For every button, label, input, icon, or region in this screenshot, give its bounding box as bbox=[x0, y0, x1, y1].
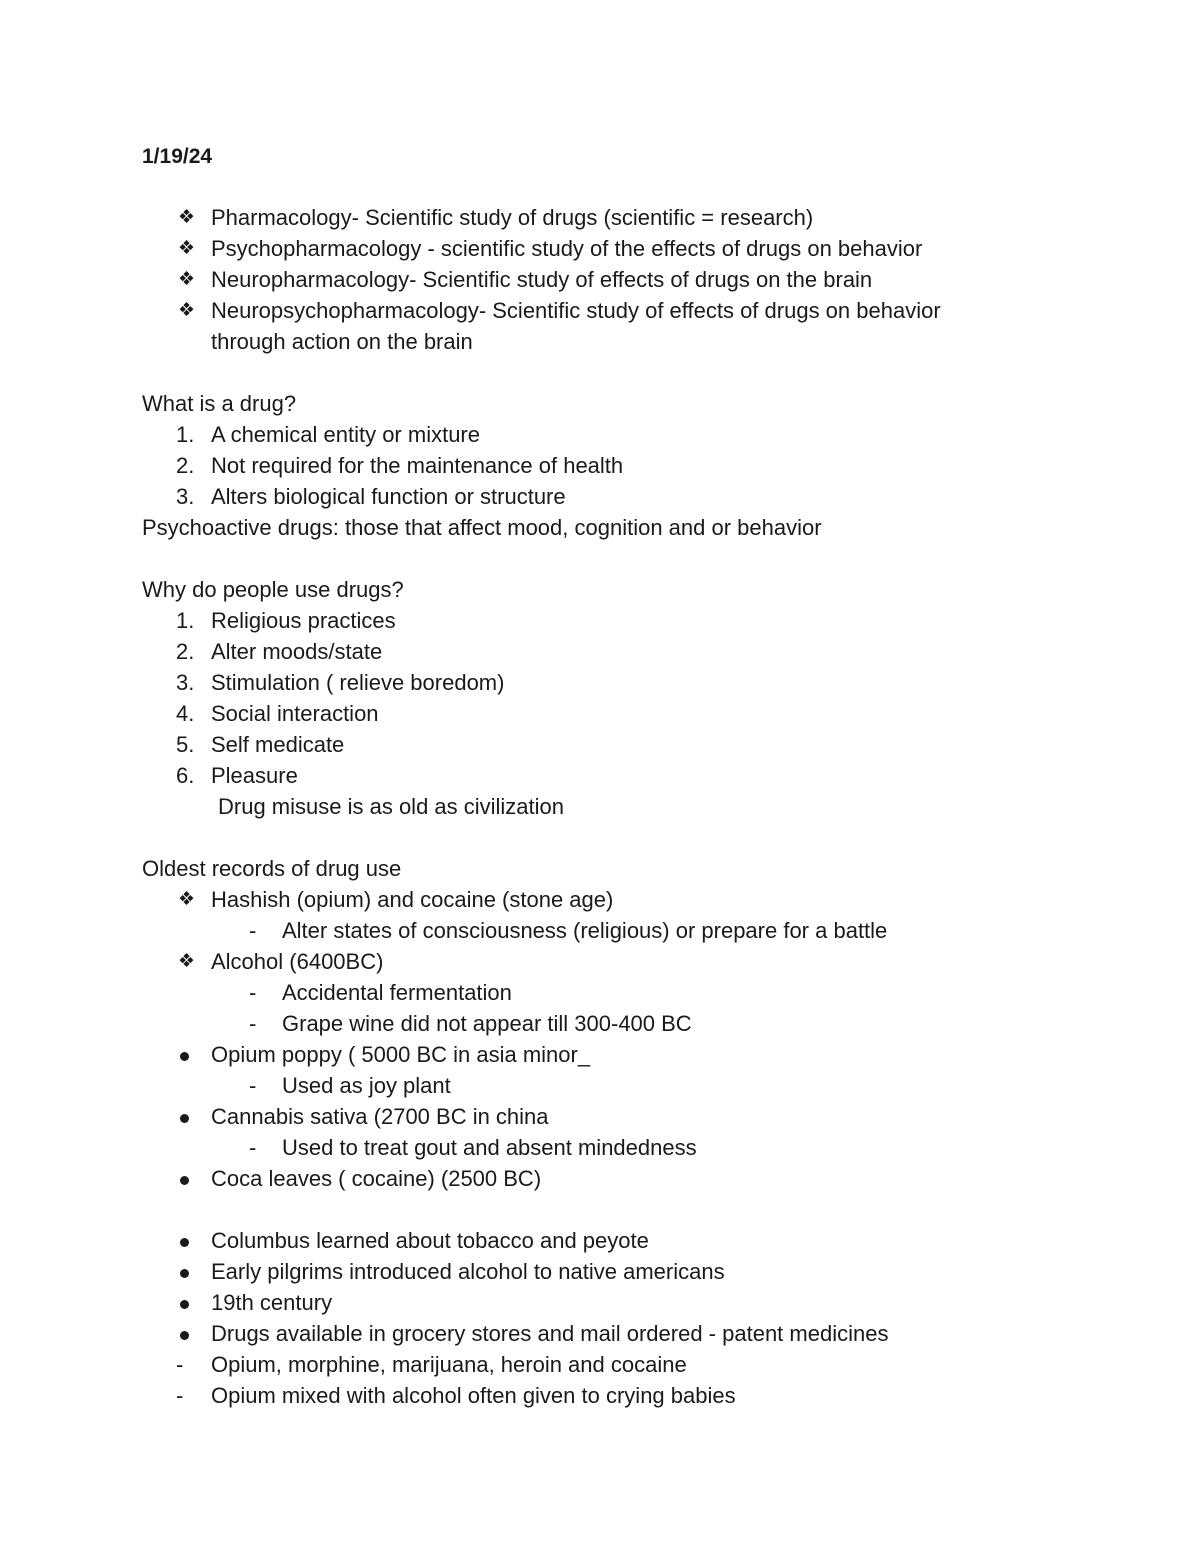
list-item: Drugs available in grocery stores and mail ordered - patent medicines bbox=[211, 1321, 889, 1346]
list-item: Cannabis sativa (2700 BC in china bbox=[211, 1104, 549, 1129]
list-number: 2. bbox=[176, 639, 195, 664]
list-item: Stimulation ( relieve boredom) bbox=[211, 670, 505, 695]
list-item: Alcohol (6400BC) bbox=[211, 949, 384, 974]
dash-bullet-icon: - bbox=[249, 1011, 257, 1036]
diamond-bullet-icon: ❖ bbox=[178, 269, 196, 290]
dot-bullet-icon bbox=[180, 1176, 189, 1185]
sub-list-item: Accidental fermentation bbox=[282, 980, 512, 1005]
dash-bullet-icon: - bbox=[249, 1135, 257, 1160]
dot-bullet-icon bbox=[180, 1269, 189, 1278]
list-item: Pleasure bbox=[211, 763, 298, 788]
dash-bullet-icon: - bbox=[249, 918, 257, 943]
list-number: 2. bbox=[176, 453, 195, 478]
diamond-bullet-icon: ❖ bbox=[178, 207, 196, 228]
sub-list-item: Alter states of consciousness (religious) or prepare for a battle bbox=[282, 918, 888, 943]
list-item: Opium mixed with alcohol often given to crying babies bbox=[211, 1383, 736, 1408]
sub-list-item: Grape wine did not appear till 300-400 BC bbox=[282, 1011, 692, 1036]
list-item: Alter moods/state bbox=[211, 639, 383, 664]
dot-bullet-icon bbox=[180, 1114, 189, 1123]
list-item: Early pilgrims introduced alcohol to native americans bbox=[211, 1259, 725, 1284]
list-item: 19th century bbox=[211, 1290, 333, 1315]
dot-bullet-icon bbox=[180, 1300, 189, 1309]
list-number: 1. bbox=[176, 422, 195, 447]
list-item: Social interaction bbox=[211, 701, 379, 726]
list-number: 4. bbox=[176, 701, 195, 726]
list-item: Not required for the maintenance of health bbox=[211, 453, 624, 478]
misuse-note: Drug misuse is as old as civilization bbox=[218, 794, 565, 819]
list-item: Hashish (opium) and cocaine (stone age) bbox=[211, 887, 614, 912]
diamond-bullet-icon: ❖ bbox=[178, 889, 196, 910]
list-item: Alters biological function or structure bbox=[211, 484, 566, 509]
dot-bullet-icon bbox=[180, 1331, 189, 1340]
list-item: Columbus learned about tobacco and peyote bbox=[211, 1228, 649, 1253]
section-heading: What is a drug? bbox=[142, 391, 297, 416]
diamond-bullet-icon: ❖ bbox=[178, 951, 196, 972]
list-number: 1. bbox=[176, 608, 195, 633]
dash-bullet-icon: - bbox=[249, 980, 257, 1005]
list-number: 3. bbox=[176, 484, 195, 509]
psychoactive-note: Psychoactive drugs: those that affect mood, cognition and or behavior bbox=[142, 515, 822, 540]
dash-bullet-icon: - bbox=[176, 1352, 184, 1377]
dash-bullet-icon: - bbox=[176, 1383, 184, 1408]
sub-list-item: Used as joy plant bbox=[282, 1073, 451, 1098]
list-item: Coca leaves ( cocaine) (2500 BC) bbox=[211, 1166, 542, 1191]
list-item-continuation: through action on the brain bbox=[211, 329, 473, 354]
sub-list-item: Used to treat gout and absent mindedness bbox=[282, 1135, 697, 1160]
dot-bullet-icon bbox=[180, 1052, 189, 1061]
list-item: Religious practices bbox=[211, 608, 396, 633]
list-item: Psychopharmacology - scientific study of the effects of drugs on behavior bbox=[211, 236, 923, 261]
list-item: Neuropsychopharmacology- Scientific study of effects of drugs on behavior bbox=[211, 298, 941, 323]
list-number: 6. bbox=[176, 763, 195, 788]
page-date: 1/19/24 bbox=[142, 145, 213, 168]
dot-bullet-icon bbox=[180, 1238, 189, 1247]
list-item: Neuropharmacology- Scientific study of effects of drugs on the brain bbox=[211, 267, 873, 292]
section-heading: Oldest records of drug use bbox=[142, 856, 402, 881]
list-item: Opium poppy ( 5000 BC in asia minor_ bbox=[211, 1042, 591, 1067]
list-item: Pharmacology- Scientific study of drugs (scientific = research) bbox=[211, 205, 814, 230]
diamond-bullet-icon: ❖ bbox=[178, 238, 196, 259]
section-heading: Why do people use drugs? bbox=[142, 577, 404, 602]
diamond-bullet-icon: ❖ bbox=[178, 300, 196, 321]
list-item: Self medicate bbox=[211, 732, 345, 757]
list-item: A chemical entity or mixture bbox=[211, 422, 480, 447]
list-item: Opium, morphine, marijuana, heroin and cocaine bbox=[211, 1352, 687, 1377]
dash-bullet-icon: - bbox=[249, 1073, 257, 1098]
list-number: 5. bbox=[176, 732, 195, 757]
list-number: 3. bbox=[176, 670, 195, 695]
